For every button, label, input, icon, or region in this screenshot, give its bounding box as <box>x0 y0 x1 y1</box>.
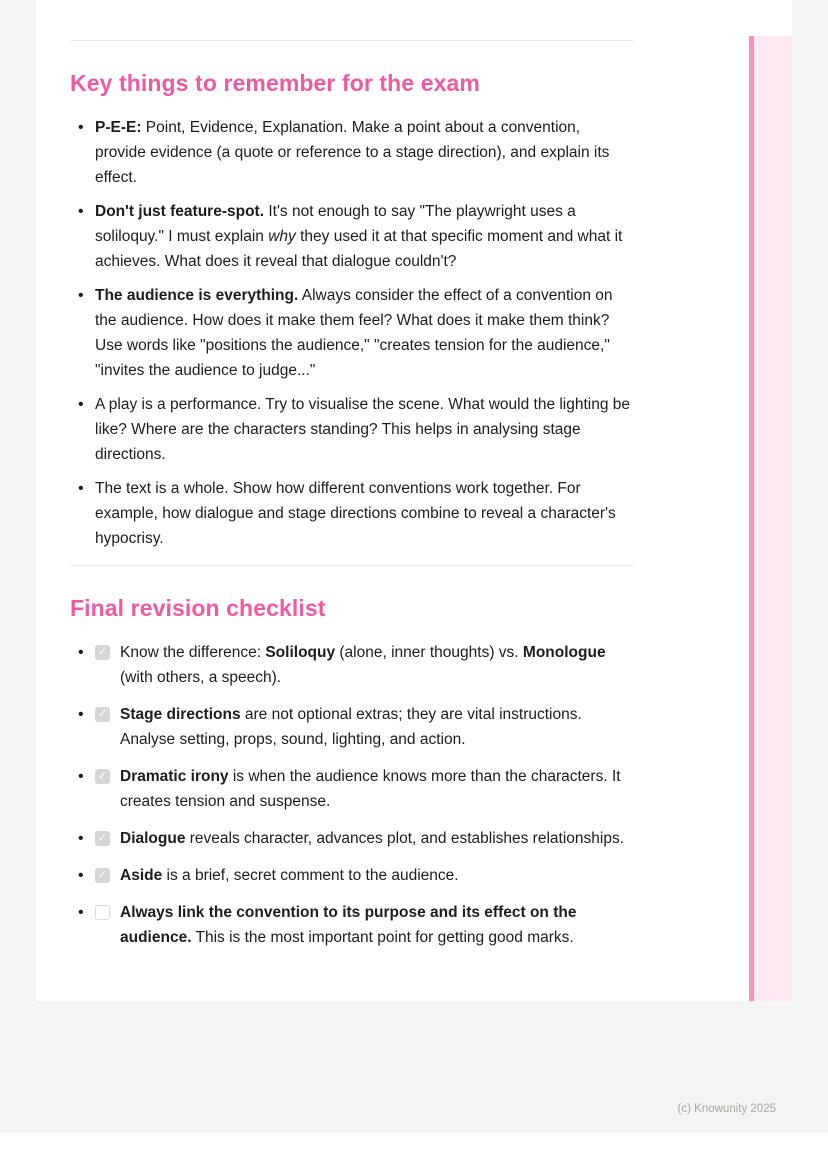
item-text <box>95 115 634 190</box>
checklist-item <box>70 640 634 690</box>
page-edge-margin <box>754 36 792 1001</box>
document-content <box>70 0 634 962</box>
bullet-icon: • <box>78 830 84 847</box>
text-segment: Know the difference: <box>120 644 266 661</box>
text-segment: This is the most important point for getting good marks. <box>191 929 574 946</box>
item-text <box>95 283 634 383</box>
text-segment: (alone, inner thoughts) vs. <box>335 644 523 661</box>
text-segment: (with others, a speech). <box>120 669 282 686</box>
checklist-item <box>70 863 634 888</box>
checkbox-icon[interactable] <box>95 868 110 883</box>
item-text <box>95 199 634 274</box>
text-segment: Always link the convention to its purpose and its effect on the audience. <box>120 904 577 946</box>
item-text <box>120 640 634 690</box>
bullet-icon: • <box>78 904 84 921</box>
list-item <box>70 115 634 190</box>
checkbox-icon[interactable] <box>95 645 110 660</box>
checkbox-icon[interactable] <box>95 831 110 846</box>
bullet-icon: • <box>78 119 84 136</box>
checklist-item <box>70 702 634 752</box>
text-segment: Stage directions <box>120 706 241 723</box>
text-segment: they used it at that specific moment and what it achieves. What does it reveal that dialogue couldn't? <box>95 228 623 270</box>
section-heading-checklist: Final revision checklist <box>70 595 326 621</box>
item-text <box>120 764 634 814</box>
item-text <box>120 702 634 752</box>
checkbox-icon[interactable] <box>95 769 110 784</box>
text-segment: Dialogue <box>120 830 186 847</box>
copyright-text: (c) Knowunity 2025 <box>677 1103 776 1115</box>
text-segment: Point, Evidence, Explanation. Make a point about a convention, provide evidence (a quote or reference to a stage direction), and explain its effect. <box>95 119 610 186</box>
list-item <box>70 476 634 551</box>
text-segment: is a brief, secret comment to the audience. <box>162 867 459 884</box>
bullet-icon: • <box>78 396 84 413</box>
checkbox-icon[interactable] <box>95 707 110 722</box>
bullet-icon: • <box>78 768 84 785</box>
checkbox-icon[interactable] <box>95 905 110 920</box>
bullet-icon: • <box>78 706 84 723</box>
item-text <box>120 900 634 950</box>
bullet-icon: • <box>78 644 84 661</box>
text-segment: is when the audience knows more than the characters. It creates tension and suspense. <box>120 768 621 810</box>
item-text <box>95 392 634 467</box>
section-divider-top <box>70 40 634 41</box>
section-divider-mid <box>70 565 634 566</box>
document-page <box>36 0 792 1001</box>
item-text <box>120 863 459 888</box>
bullet-icon: • <box>78 287 84 304</box>
bullet-icon: • <box>78 867 84 884</box>
text-segment: Dramatic irony <box>120 768 229 785</box>
text-segment: Soliloquy <box>265 644 336 661</box>
text-segment: Aside <box>120 867 163 884</box>
text-segment: The audience is everything. <box>95 287 299 304</box>
bullet-icon: • <box>78 480 84 497</box>
checklist-item <box>70 826 634 851</box>
text-segment: Always consider the effect of a convention on the audience. How does it make them feel? What does it make them think? Use words like "positions the audience," "creates tension for the audience," "invites the audience to judge..." <box>95 287 613 379</box>
text-segment: reveals character, advances plot, and establishes relationships. <box>185 830 625 847</box>
checklist-item <box>70 764 634 814</box>
list-item <box>70 392 634 467</box>
text-segment: Don't just feature-spot. <box>95 203 265 220</box>
list-item <box>70 283 634 383</box>
text-segment: Monologue <box>522 644 606 661</box>
text-segment: The text is a whole. Show how different conventions work together. For example, how dialogue and stage directions combine to reveal a character's hypocrisy. <box>95 480 616 547</box>
text-segment: are not optional extras; they are vital instructions. Analyse setting, props, sound, lighting, and action. <box>120 706 582 748</box>
checklist-item <box>70 900 634 950</box>
section-heading-exam-tips: Key things to remember for the exam <box>70 70 480 96</box>
item-text <box>120 826 624 851</box>
text-segment: P-E-E: <box>95 119 142 136</box>
text-segment: why <box>268 228 296 245</box>
text-segment: A play is a performance. Try to visualise the scene. What would the lighting be like? Where are the characters standing? This helps in analysing stage directions. <box>95 396 631 463</box>
item-text <box>95 476 634 551</box>
exam-tips-list <box>70 115 634 551</box>
text-segment: It's not enough to say "The playwright uses a soliloquy." I must explain <box>95 203 576 245</box>
revision-checklist <box>70 640 634 950</box>
list-item <box>70 199 634 274</box>
bullet-icon: • <box>78 203 84 220</box>
bottom-strip <box>0 1133 828 1171</box>
